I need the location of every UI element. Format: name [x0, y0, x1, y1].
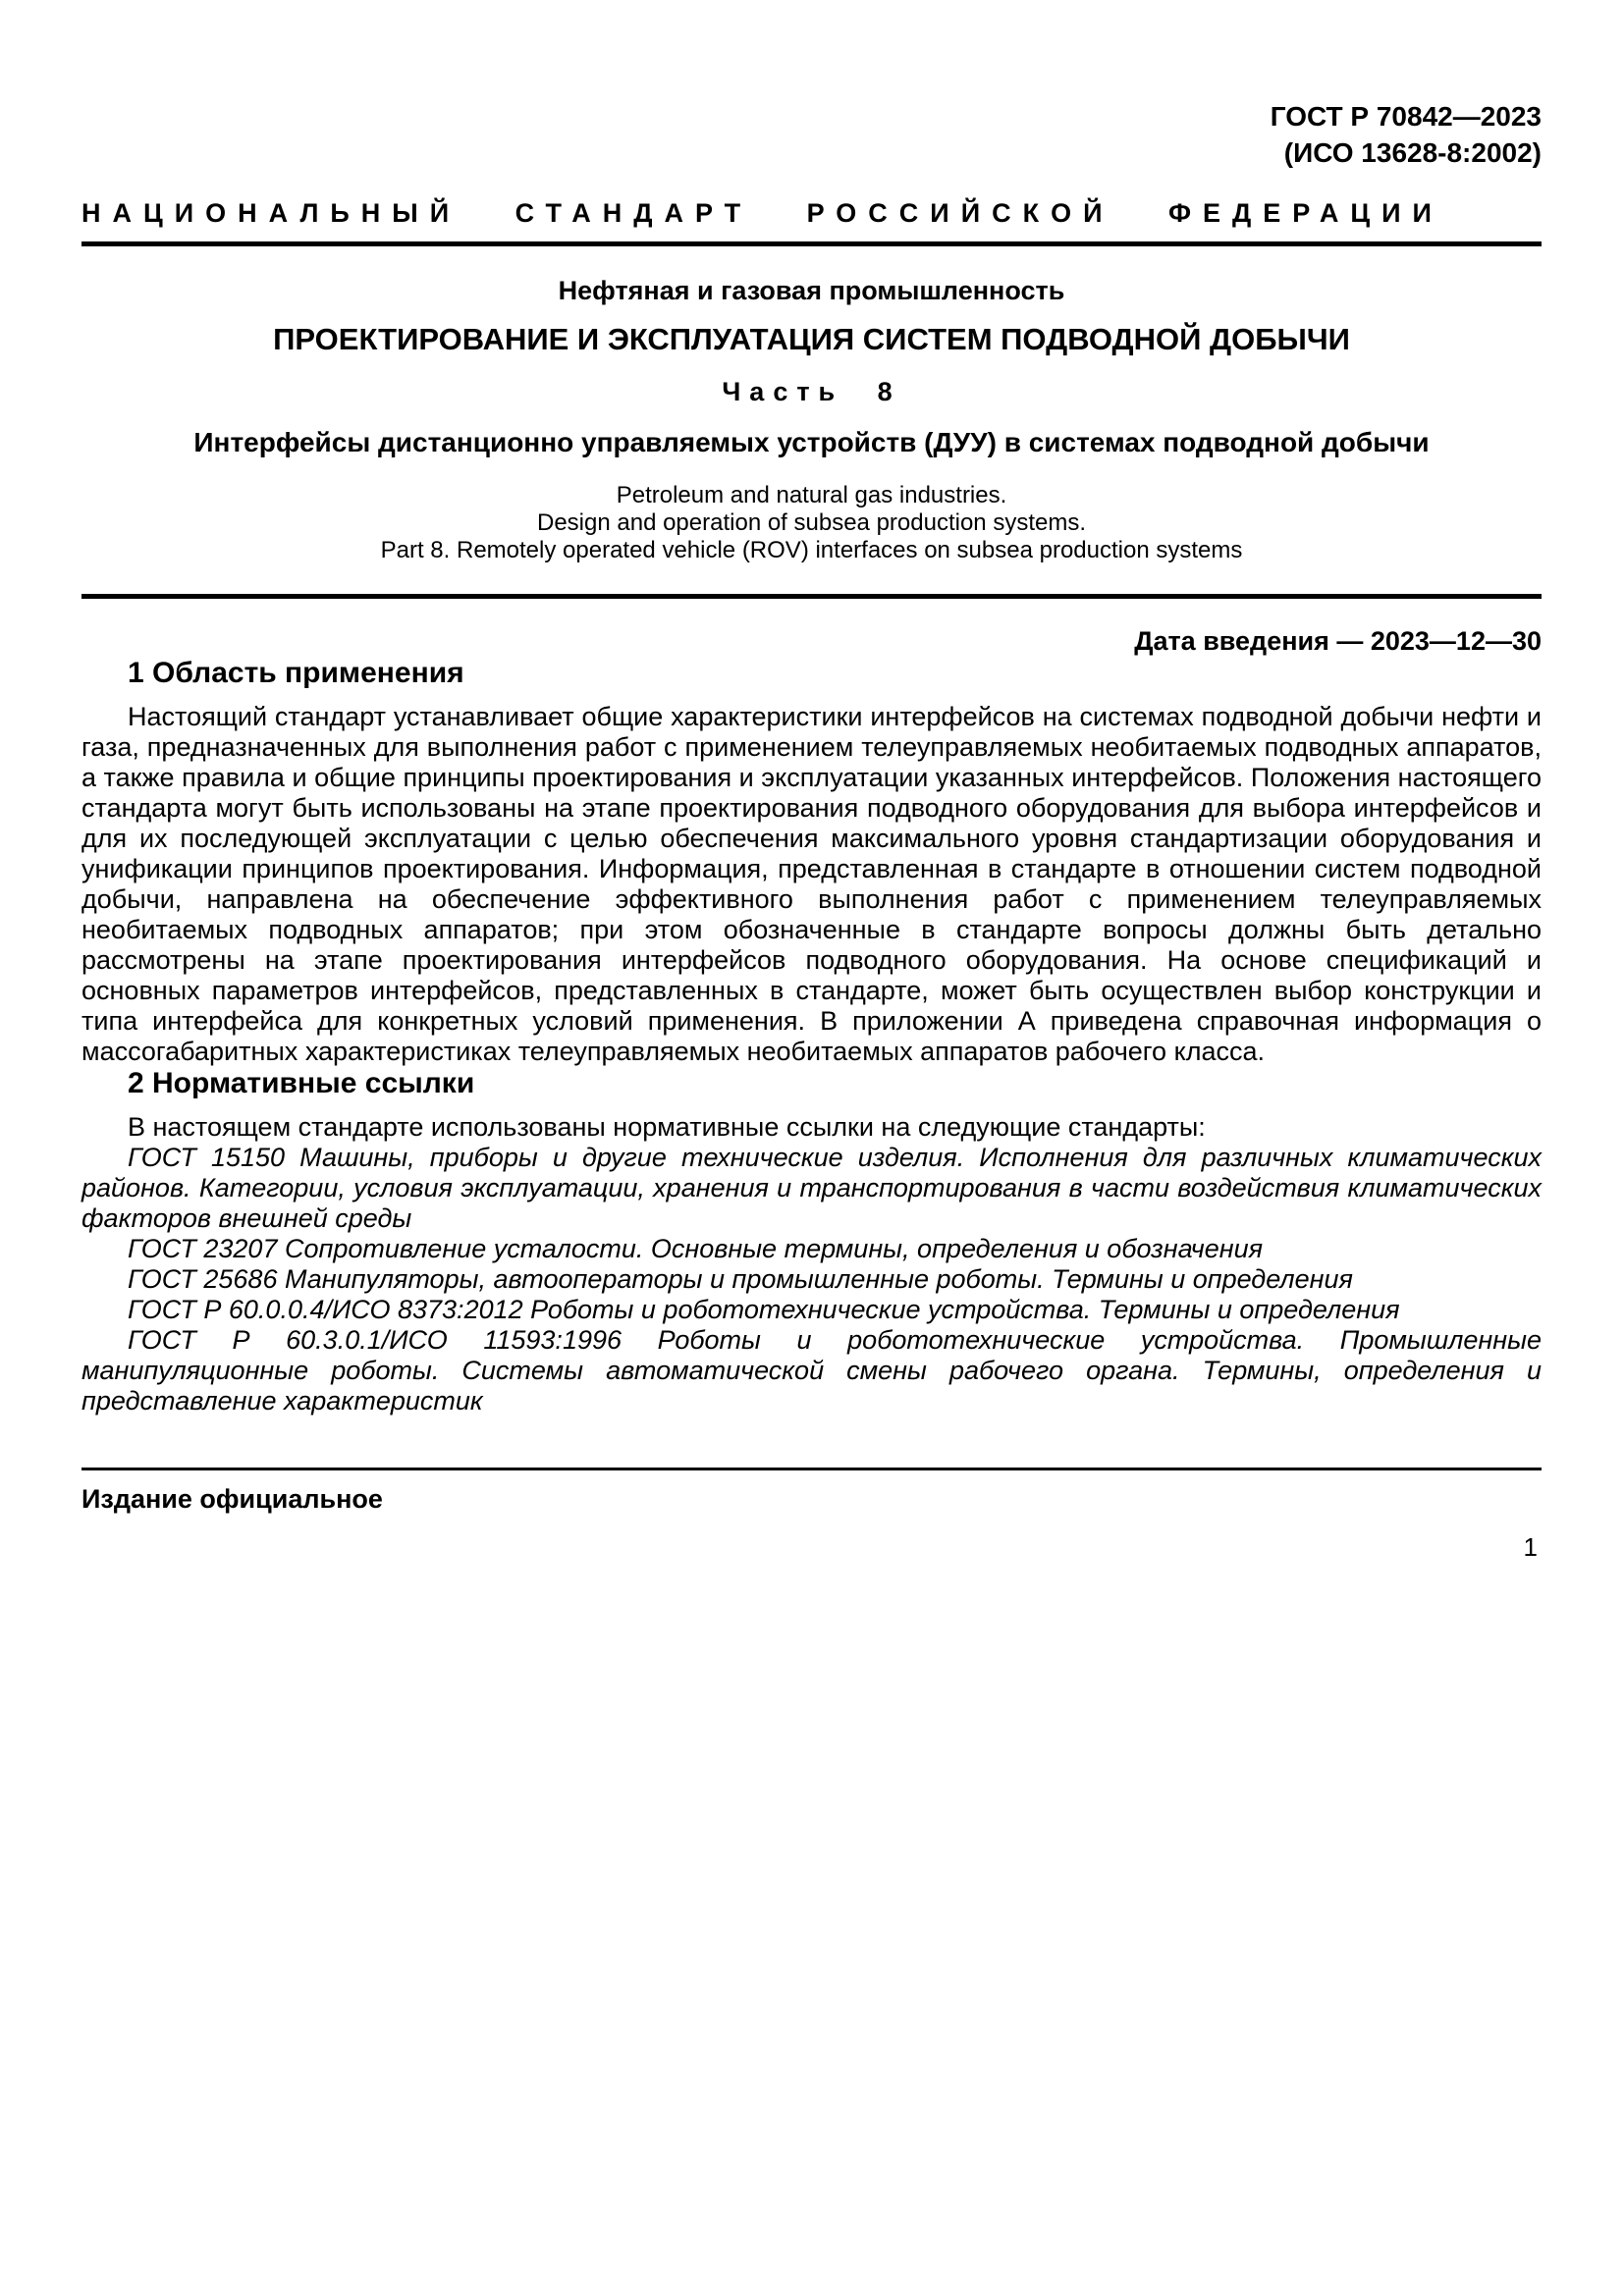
section-2-heading: 2 Нормативные ссылки: [128, 1067, 475, 1099]
reference-item: ГОСТ 15150 Машины, приборы и другие технические изделия. Исполнения для различных климатических районов. Категории, условия эксплуатации, хранения и транспортирования в части воздействия климатических факторов внешней среды: [81, 1143, 1542, 1233]
reference-item: ГОСТ Р 60.0.0.4/ИСО 8373:2012 Роботы и робототехнические устройства. Термины и определения: [128, 1295, 1400, 1324]
doc-code-line1: ГОСТ Р 70842—2023: [1270, 101, 1542, 132]
edition-note: Издание официальное: [81, 1484, 383, 1514]
section-1-body: Настоящий стандарт устанавливает общие характеристики интерфейсов на системах подводной добычи нефти и газа, предназначенных для выполнения работ с применением телеуправляемых необитаемых подводных аппаратов, а также правила и общие принципы проектирования и эксплуатации указанных интерфейсов. Положения настоящего стандарта могут быть использованы на этапе проектирования подводного оборудования для выбора интерфейсов и для их последующей эксплуатации с целью обеспечения максимального уровня стандартизации оборудования и унификации принципов проектирования. Информация, представленная в стандарте в отношении систем подводной добычи, направлена на обеспечение эффективного выполнения работ с применением телеуправляемых необитаемых подводных аппаратов; при этом обозначенные в стандарте вопросы должны быть детально рассмотрены на этапе проектирования интерфейсов подводного оборудования. На основе спецификаций и основных параметров интерфейсов, представленных в стандарте, может быть осуществлен выбор конструкции и типа интерфейса для конкретных условий применения. В приложении А приведена справочная информация о массогабаритных характеристиках телеуправляемых необитаемых аппаратов рабочего класса.: [81, 702, 1542, 1066]
title-block: [81, 276, 1542, 564]
title-english-block: [81, 482, 1542, 564]
doc-code-line2: (ИСО 13628-8:2002): [1283, 137, 1542, 168]
section-2-intro: В настоящем стандарте использованы нормативные ссылки на следующие стандарты:: [128, 1112, 1206, 1142]
reference-item: ГОСТ 25686 Манипуляторы, автооператоры и промышленные роботы. Термины и определения: [128, 1264, 1353, 1294]
title-subtitle: Интерфейсы дистанционно управляемых устройств (ДУУ) в системах подводной добычи: [193, 427, 1430, 457]
title-english-line: Part 8. Remotely operated vehicle (ROV) interfaces on subsea production systems: [380, 537, 1243, 563]
reference-item: ГОСТ 23207 Сопротивление усталости. Основные термины, определения и обозначения: [128, 1234, 1264, 1263]
section-1-heading: 1 Область применения: [128, 657, 464, 689]
title-subject: Нефтяная и газовая промышленность: [558, 276, 1065, 305]
title-part: Часть 8: [722, 377, 901, 406]
title-bottom-divider: [81, 594, 1542, 599]
page-number: 1: [1523, 1532, 1538, 1562]
effective-date: Дата введения — 2023—12—30: [1134, 626, 1542, 656]
title-english-line: Petroleum and natural gas industries.: [616, 482, 1007, 508]
title-english-line: Design and operation of subsea production systems.: [537, 509, 1086, 536]
title-main: ПРОЕКТИРОВАНИЕ И ЭКСПЛУАТАЦИЯ СИСТЕМ ПОДВОДНОЙ ДОБЫЧИ: [273, 322, 1350, 356]
doc-code-block: [81, 98, 1542, 171]
reference-item: ГОСТ Р 60.3.0.1/ИСО 11593:1996 Роботы и робототехнические устройства. Промышленные манипуляционные роботы. Системы автоматической смены рабочего органа. Термины, определения и представление характеристик: [81, 1325, 1542, 1415]
footer-divider: [81, 1468, 1542, 1470]
top-divider: [81, 241, 1542, 246]
standard-type-banner: НАЦИОНАЛЬНЫЙ СТАНДАРТ РОССИЙСКОЙ ФЕДЕРАЦИИ: [81, 198, 1443, 228]
